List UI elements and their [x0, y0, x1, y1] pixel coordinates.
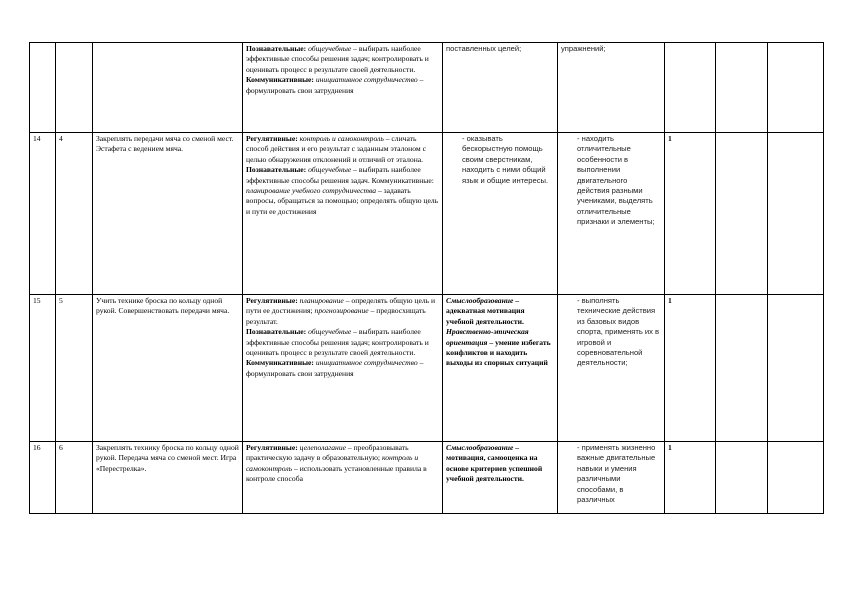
uud-cell: [243, 133, 443, 295]
subject-text: - выполнять технические действия из базовых видов спорта, применять их в игровой и соревновательной деятельности;: [577, 296, 660, 368]
uud-paragraph: [246, 327, 439, 358]
table-row: [30, 295, 824, 442]
hours-cell: 1: [665, 295, 716, 442]
lesson-number-cell: 15: [30, 295, 56, 442]
uud-label: Познавательные:: [246, 44, 309, 53]
date-fact-cell: [768, 295, 824, 442]
uud-emphasis: планирование: [299, 296, 344, 305]
uud-paragraph: [246, 44, 439, 75]
subject-text: упражнений;: [561, 44, 606, 53]
uud-text: – выбирать наиболее эффективные способы решения задач; контролировать и оценивать процесс в результате своей деятельности.: [246, 44, 429, 74]
personal-text: – мотивация, самооценка на основе критериев успешной учебной деятельности.: [446, 443, 543, 484]
uud-text: – сличать способ действия и его результат с заданным эталоном с целью обнаружения отклонений и отличий от эталона.: [246, 134, 426, 164]
topic-cell: Закреплять технику броска по кольцу одной рукой. Передача мяча со сменой мест. Игра «Перестрелка».: [93, 442, 243, 514]
lesson-plan-table: [29, 42, 824, 514]
uud-paragraph: [246, 443, 439, 485]
table-row: [30, 43, 824, 133]
lesson-number-cell: 16: [30, 442, 56, 514]
personal-text: – умение избегать конфликтов и находить выходы из спорных ситуаций: [446, 337, 551, 368]
uud-text: – задавать вопросы, обращаться за помощью; определять общую цель и пути ее достижения: [246, 186, 439, 216]
uud-paragraph: [246, 296, 439, 327]
date-plan-cell: [716, 43, 768, 133]
uud-emphasis: общеучебные: [308, 44, 352, 53]
date-fact-cell: [768, 133, 824, 295]
hours-cell: 1: [665, 442, 716, 514]
personal-text: поставленных целей;: [446, 44, 522, 53]
personal-emphasis: Нравственно-этическая ориентация: [446, 327, 529, 347]
topic-lesson-number-cell: [56, 43, 93, 133]
subject-results-cell: [558, 295, 665, 442]
table-row: [30, 442, 824, 514]
topic-cell: [93, 43, 243, 133]
personal-emphasis: Смыслообразование: [446, 296, 514, 305]
hours-cell: [665, 43, 716, 133]
topic-lesson-number-cell: 5: [56, 295, 93, 442]
subject-text: - находить отличительные особенности в выполнении двигательного действия разными учениками, выделять отличительные признаки и элементы;: [577, 134, 655, 227]
uud-paragraph: [246, 134, 439, 165]
uud-text: – использовать установленные правила в контроле способа: [246, 463, 427, 484]
topic-cell: Закреплять передачи мяча со сменой мест. Эстафета с ведением мяча.: [93, 133, 243, 295]
date-plan-cell: [716, 133, 768, 295]
uud-emphasis: контроль и самоконтроль: [299, 134, 384, 143]
uud-emphasis: инициативное сотрудничество: [315, 358, 418, 368]
uud-label: Познавательные:: [246, 327, 309, 337]
uud-emphasis: прогнозирование: [314, 306, 369, 316]
topic-lesson-number-cell: 4: [56, 133, 93, 295]
uud-emphasis: планирование учебного сотрудничества: [246, 186, 377, 196]
personal-results-cell: [443, 133, 558, 295]
topic-lesson-number-cell: 6: [56, 442, 93, 514]
uud-text: – предвосхищать результат.: [246, 306, 426, 326]
lesson-number-cell: 14: [30, 133, 56, 295]
lesson-number-cell: [30, 43, 56, 133]
uud-label: Познавательные:: [246, 165, 309, 175]
date-plan-cell: [716, 442, 768, 514]
uud-emphasis: инициативное сотрудничество: [315, 75, 418, 85]
personal-results-cell: [443, 43, 558, 133]
uud-text: – формулировать свои затруднения: [246, 358, 424, 378]
uud-label: Регулятивные:: [246, 443, 300, 452]
uud-text: – преобразовывать практическую задачу в образовательную;: [246, 443, 409, 463]
date-fact-cell: [768, 43, 824, 133]
table-row: [30, 133, 824, 295]
uud-text: – выбирать наиболее эффективные способы решения задач. Коммуникативные:: [246, 165, 434, 185]
subject-results-cell: [558, 442, 665, 514]
uud-paragraph: [246, 75, 439, 96]
uud-cell: [243, 295, 443, 442]
personal-results-cell: [443, 442, 558, 514]
uud-paragraph: [246, 358, 439, 379]
personal-emphasis: Смыслообразование: [446, 443, 514, 452]
uud-cell: [243, 43, 443, 133]
uud-emphasis: общеучебные: [308, 165, 352, 175]
subject-results-cell: [558, 43, 665, 133]
hours-cell: 1: [665, 133, 716, 295]
uud-label: Коммуникативные:: [246, 75, 316, 85]
uud-emphasis: целеполагание: [299, 443, 346, 452]
date-fact-cell: [768, 442, 824, 514]
topic-cell: Учить технике броска по кольцу одной рукой. Совершенствовать передачи мяча.: [93, 295, 243, 442]
uud-emphasis: контроль и самоконтроль: [246, 453, 419, 473]
uud-emphasis: общеучебные: [308, 327, 352, 337]
subject-results-cell: [558, 133, 665, 295]
uud-text: – формулировать свои затруднения: [246, 75, 424, 95]
uud-label: Регулятивные:: [246, 296, 300, 305]
personal-results-cell: [443, 295, 558, 442]
personal-text: - оказывать бескорыстную помощь своим сверстникам, находить с ними общий язык и общие интересы.: [462, 134, 549, 185]
date-plan-cell: [716, 295, 768, 442]
uud-label: Коммуникативные:: [246, 358, 316, 368]
uud-cell: [243, 442, 443, 514]
uud-label: Регулятивные:: [246, 134, 300, 143]
subject-text: - применять жизненно важные двигательные навыки и умения различными способами, в различных: [577, 443, 656, 505]
uud-paragraph: [246, 165, 439, 217]
uud-text: – выбирать наиболее эффективные способы решения задач; контролировать и оценивать процесс в результате своей деятельности.: [246, 327, 429, 358]
uud-text: – определять общую цель и пути ее достижения;: [246, 296, 436, 316]
personal-text: – адекватная мотивация учебной деятельности.: [446, 296, 525, 326]
